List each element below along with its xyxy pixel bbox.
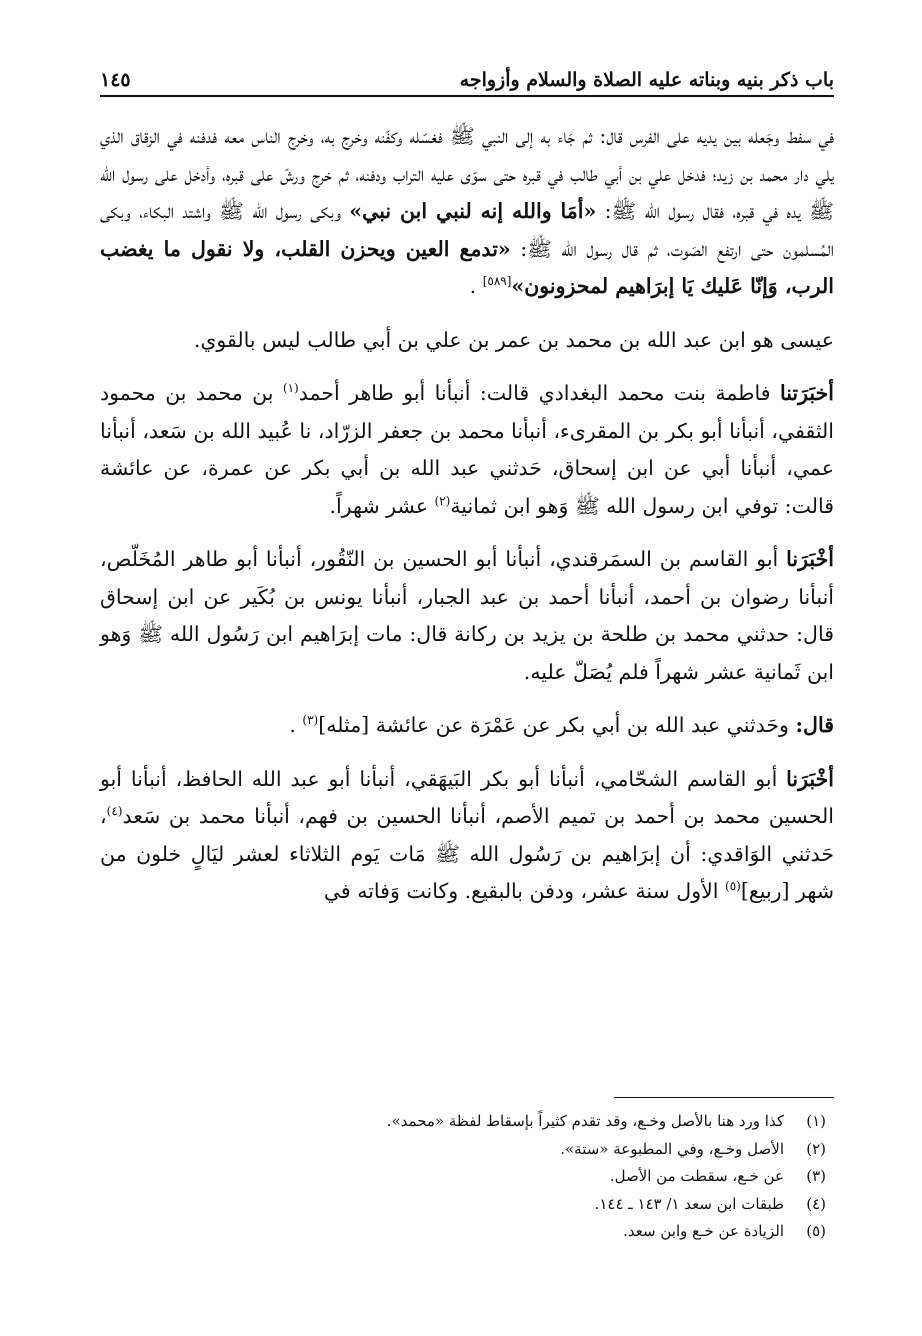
chapter-title: باب ذكر بنيه وبناته عليه الصلاة والسلام وأزواجه (459, 69, 834, 91)
main-text (100, 118, 834, 927)
footnote-number: (٤) (806, 1194, 826, 1213)
footnote-ref-5[interactable]: (٥) (725, 879, 741, 894)
page-number: ١٤٥ (100, 69, 131, 91)
footnote-number: (٥) (806, 1222, 826, 1240)
footnotes (100, 1108, 826, 1246)
isnad-lead: أخبَرَتنا (779, 381, 834, 405)
footnote-ref-3[interactable]: (٣) (302, 713, 319, 728)
running-header (100, 55, 834, 97)
footnote-item (100, 1163, 826, 1191)
footnote-item (100, 1108, 826, 1136)
paragraph-3: أخبَرَتنا فاطمة بنت محمد البغدادي قالت: أنبأنا أبو طاهر أحمد$^{(١)}$ بن محمد بن محمود الثقفي، أنبأنا أبو بكر بن المقرىء، أنبأنا محمد بن جعفر الزرّاد، نا عُبيد الله بن سَعد، أنبأنا عمي، أنبأنا أبي عن ابن إسحاق، حَدثني عبد الله بن أبي بكر عن عمرة، عن عائشة قالت: توفي ابن رسول الله ﷺ وَهو ابن ثمانية$^{(٢)}$ عشر شهراً. (100, 381, 834, 518)
footnote-separator (614, 1097, 834, 1098)
footnote-text: الزيادة عن خـع وابن سعد. (623, 1222, 784, 1240)
footnote-item (100, 1136, 826, 1164)
footnote-number: (٢) (806, 1139, 826, 1158)
footnote-text: طبقات ابن سعد ١/ ١٤٣ ـ ١٤٤. (594, 1194, 784, 1213)
paragraph-4: أخْبَرَنا أبو القاسم بن السمَرقندي، أنبأنا أبو الحسين بن النّقُور، أنبأنا أبو طاهر المُخَلّص، أنبأنا رضوان بن أحمد، أنبأنا أحمد بن عبد الجبار، أنبأنا يونس بن بُكَير عن ابن إسحاق قال: حدثني محمد بن طلحة بن يزيد بن ركانة قال: مات إبرَاهيم ابن رَسُول الله ﷺ وَهو ابن ثَمانية عشر شهراً فلم يُصَلّ عليه. (100, 547, 834, 684)
footnote-item (100, 1218, 826, 1246)
footnote-number: (٣) (806, 1167, 826, 1185)
paragraph-6: أخْبَرَنا أبو القاسم الشحّامي، أنبأنا أبو بكر البَيهَقي، أنبأنا أبو عبد الله الحافظ، أنبأنا أبو الحسين محمد بن أحمد بن تميم الأصم، أنبأنا الحسين بن فهم، أنبأنا محمد بن سَعد$^{(٤)}$، حَدثني الوَاقدي: أن إبرَاهيم بن رَسُول الله ﷺ مَات يَوم الثلاثاء لعشر ليَالٍ خلون من شهر [ربيع]$^{(٥)}$ الأول سنة عشر، ودفن بالبقيع. وكانت وَفاته في (100, 766, 834, 903)
paragraph-5: قال: وحَدثني عبد الله بن أبي بكر عن عَمْرَة عن عائشة [مثله]$^{(٣)}$ . (289, 713, 834, 737)
isnad-lead: أخْبَرَنا (786, 766, 834, 791)
isnad-lead: قال: (795, 713, 834, 737)
footnote-text: عن خـع، سقطت من الأصل. (609, 1167, 784, 1185)
footnote-item (100, 1191, 826, 1219)
hadith-ref-number: [٥٨٩] (482, 274, 512, 289)
hadith-quote-1: «أمَا والله إنه لنبي ابن نبي» (349, 199, 597, 223)
paragraph-2: عيسى هو ابن عبد الله بن محمد بن عمر بن علي بن أبي طالب ليس بالقوي. (193, 327, 834, 352)
footnote-ref-4[interactable]: (٤) (106, 804, 123, 819)
isnad-lead: أخْبَرَنا (786, 547, 834, 571)
footnote-number: (١) (806, 1112, 826, 1130)
footnote-text: الأصل وخـع، وفي المطبوعة «ستة». (560, 1139, 784, 1158)
footnote-text: كذا ورد هنا بالأصل وخـع، وقد تقدم كثيراً بإسقاط لفظة «محمد». (386, 1112, 784, 1130)
hadith-quote-2: «تدمع العين ويحزن القلب، ولا نقول ما يغضب الرب، وَإنّا عَليك يَا إبرَاهيم لمحزونون» (100, 236, 834, 298)
footnote-ref-1[interactable]: (١) (282, 381, 299, 396)
footnote-ref-2[interactable]: (٢) (434, 493, 451, 508)
paragraph-1: في سفط وجَعله بين يديه على الفرس قال: ثم جَاء به إلى النبي ﷺ فغسّله وكفّنه وخرج به، وخرج الناس معه فدفنه في الزقاق الذي يلي دار محمد بن زيد؛ فدخل علي بن أبي طالب في قبره حتى سوّى عليه التراب ودفنه، ثم خرج ورشّ على قبره، وأدخل على رسول الله ﷺ يده في قبره، فقال رسول الله ﷺ: «أمَا والله إنه لنبي ابن نبي» وبكى رسول الله ﷺ واشتد البكاء، وبكى المُسلمون حتى ارتفع الصَوت، ثم قال رسول الله ﷺ: «تدمع العين ويحزن القلب، ولا نقول ما يغضب الرب، وَإنّا عَليك يَا إبرَاهيم لمحزونون»[٥٨٩] . (100, 124, 834, 298)
